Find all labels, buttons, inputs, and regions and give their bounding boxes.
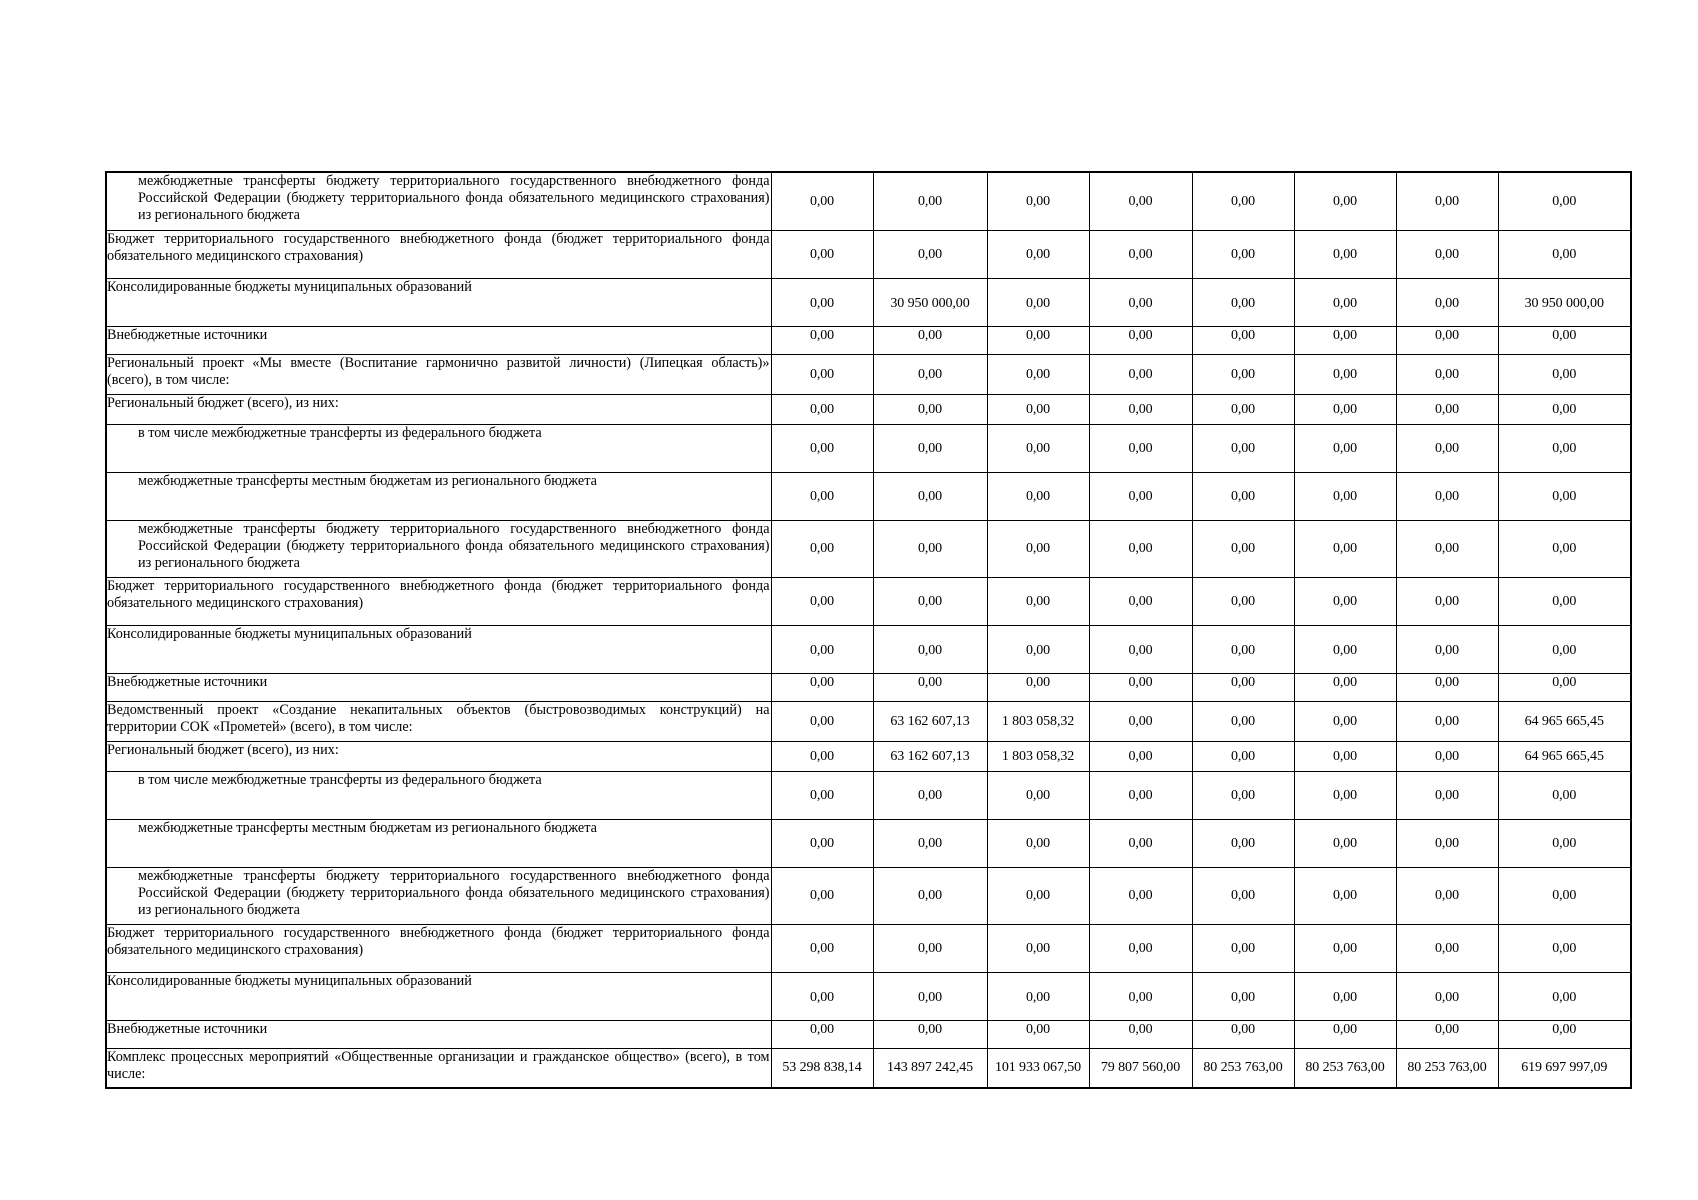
value-cell: 0,00 [1396,972,1498,1020]
value-cell: 0,00 [1396,701,1498,741]
value-cell: 619 697 997,09 [1498,1048,1631,1088]
table-row [106,354,1631,394]
value-cell: 0,00 [873,577,987,625]
value-cell: 0,00 [1089,972,1192,1020]
value-cell: 0,00 [1089,771,1192,819]
value-cell: 0,00 [771,625,873,673]
value-cell: 0,00 [1396,673,1498,701]
value-cell: 0,00 [1396,172,1498,230]
value-cell: 0,00 [1294,673,1396,701]
table-row [106,625,1631,673]
value-cell: 0,00 [1498,424,1631,472]
value-cell: 0,00 [1396,771,1498,819]
value-cell: 0,00 [1089,819,1192,867]
value-cell: 0,00 [1498,172,1631,230]
value-cell: 53 298 838,14 [771,1048,873,1088]
value-cell: 0,00 [1396,741,1498,771]
table-row [106,326,1631,354]
value-cell: 0,00 [1192,230,1294,278]
table-body [106,172,1631,1088]
value-cell: 101 933 067,50 [987,1048,1089,1088]
value-cell: 0,00 [873,673,987,701]
value-cell: 0,00 [1396,819,1498,867]
value-cell: 0,00 [1192,472,1294,520]
value-cell: 1 803 058,32 [987,741,1089,771]
table-row [106,1048,1631,1088]
value-cell: 0,00 [1192,701,1294,741]
value-cell: 0,00 [1192,972,1294,1020]
value-cell: 0,00 [1192,326,1294,354]
value-cell: 0,00 [1089,867,1192,924]
value-cell: 0,00 [1294,771,1396,819]
value-cell: 0,00 [873,972,987,1020]
value-cell: 0,00 [1396,326,1498,354]
value-cell: 0,00 [873,819,987,867]
value-cell: 0,00 [873,867,987,924]
value-cell: 64 965 665,45 [1498,701,1631,741]
value-cell: 63 162 607,13 [873,741,987,771]
table-row [106,424,1631,472]
value-cell: 80 253 763,00 [1396,1048,1498,1088]
value-cell: 0,00 [1294,819,1396,867]
value-cell: 0,00 [1498,819,1631,867]
value-cell: 0,00 [987,867,1089,924]
row-label: межбюджетные трансферты бюджету территориального государственного внебюджетного фонда Российской Федерации (бюджету территориального фонда обязательного медицинского страхования) из регионального бюджета [106,520,771,577]
value-cell: 0,00 [1396,1020,1498,1048]
table-row [106,867,1631,924]
table-row [106,520,1631,577]
value-cell: 0,00 [771,424,873,472]
value-cell: 0,00 [771,819,873,867]
value-cell: 0,00 [1192,278,1294,326]
table-row [106,172,1631,230]
value-cell: 0,00 [987,394,1089,424]
value-cell: 0,00 [987,924,1089,972]
table-row [106,577,1631,625]
table-row [106,741,1631,771]
row-label: межбюджетные трансферты местным бюджетам из регионального бюджета [106,472,771,520]
row-label: межбюджетные трансферты бюджету территориального государственного внебюджетного фонда Российской Федерации (бюджету территориального фонда обязательного медицинского страхования) из регионального бюджета [106,867,771,924]
row-label: в том числе межбюджетные трансферты из федерального бюджета [106,424,771,472]
value-cell: 0,00 [1089,625,1192,673]
value-cell: 0,00 [771,771,873,819]
value-cell: 0,00 [1396,278,1498,326]
value-cell: 0,00 [1089,472,1192,520]
value-cell: 0,00 [987,172,1089,230]
value-cell: 0,00 [771,394,873,424]
value-cell: 30 950 000,00 [1498,278,1631,326]
value-cell: 0,00 [873,472,987,520]
value-cell: 0,00 [1498,771,1631,819]
value-cell: 0,00 [771,172,873,230]
value-cell: 0,00 [771,1020,873,1048]
value-cell: 0,00 [1396,625,1498,673]
value-cell: 0,00 [873,354,987,394]
value-cell: 0,00 [873,230,987,278]
value-cell: 0,00 [771,326,873,354]
value-cell: 0,00 [1192,424,1294,472]
value-cell: 0,00 [1089,326,1192,354]
value-cell: 80 253 763,00 [1192,1048,1294,1088]
value-cell: 0,00 [1089,394,1192,424]
value-cell: 0,00 [1396,394,1498,424]
value-cell: 0,00 [1498,673,1631,701]
value-cell: 0,00 [771,520,873,577]
value-cell: 0,00 [1089,577,1192,625]
row-label: Бюджет территориального государственного внебюджетного фонда (бюджет территориального фонда обязательного медицинского страхования) [106,924,771,972]
value-cell: 79 807 560,00 [1089,1048,1192,1088]
value-cell: 0,00 [987,230,1089,278]
value-cell: 0,00 [1192,520,1294,577]
value-cell: 0,00 [771,354,873,394]
value-cell: 0,00 [1396,867,1498,924]
value-cell: 0,00 [1498,354,1631,394]
value-cell: 0,00 [771,673,873,701]
row-label: Ведомственный проект «Создание некапитальных объектов (быстровозводимых конструкций) на территории СОК «Прометей» (всего), в том числе: [106,701,771,741]
value-cell: 0,00 [1089,520,1192,577]
value-cell: 0,00 [987,278,1089,326]
value-cell: 0,00 [1294,354,1396,394]
value-cell: 0,00 [987,472,1089,520]
value-cell: 0,00 [1396,354,1498,394]
value-cell: 0,00 [1192,625,1294,673]
table-row [106,701,1631,741]
value-cell: 0,00 [1498,520,1631,577]
value-cell: 0,00 [873,771,987,819]
table-row [106,673,1631,701]
value-cell: 0,00 [1192,867,1294,924]
table-row [106,771,1631,819]
value-cell: 0,00 [1089,354,1192,394]
value-cell: 0,00 [1294,867,1396,924]
value-cell: 0,00 [1192,354,1294,394]
row-label: Внебюджетные источники [106,1020,771,1048]
value-cell: 0,00 [1294,577,1396,625]
value-cell: 0,00 [1294,924,1396,972]
row-label: Консолидированные бюджеты муниципальных образований [106,972,771,1020]
value-cell: 0,00 [1498,472,1631,520]
value-cell: 0,00 [987,354,1089,394]
value-cell: 0,00 [1294,172,1396,230]
value-cell: 0,00 [1396,472,1498,520]
value-cell: 0,00 [1294,520,1396,577]
table-row [106,924,1631,972]
value-cell: 0,00 [771,278,873,326]
value-cell: 0,00 [987,771,1089,819]
value-cell: 63 162 607,13 [873,701,987,741]
row-label: Внебюджетные источники [106,673,771,701]
table-row [106,394,1631,424]
value-cell: 0,00 [1294,972,1396,1020]
row-label: межбюджетные трансферты бюджету территориального государственного внебюджетного фонда Российской Федерации (бюджету территориального фонда обязательного медицинского страхования) из регионального бюджета [106,172,771,230]
value-cell: 0,00 [1294,326,1396,354]
value-cell: 0,00 [1192,741,1294,771]
value-cell: 64 965 665,45 [1498,741,1631,771]
value-cell: 0,00 [873,625,987,673]
table-row [106,472,1631,520]
row-label: Региональный бюджет (всего), из них: [106,741,771,771]
value-cell: 0,00 [1192,819,1294,867]
value-cell: 0,00 [1498,577,1631,625]
table-row [106,972,1631,1020]
value-cell: 0,00 [1498,1020,1631,1048]
value-cell: 0,00 [1294,701,1396,741]
value-cell: 0,00 [1192,771,1294,819]
table-row [106,230,1631,278]
value-cell: 0,00 [1498,924,1631,972]
value-cell: 0,00 [771,972,873,1020]
value-cell: 0,00 [987,577,1089,625]
value-cell: 0,00 [1294,472,1396,520]
value-cell: 0,00 [873,520,987,577]
value-cell: 0,00 [1294,741,1396,771]
value-cell: 0,00 [1089,673,1192,701]
value-cell: 0,00 [771,741,873,771]
value-cell: 0,00 [771,924,873,972]
value-cell: 0,00 [771,701,873,741]
value-cell: 0,00 [771,867,873,924]
value-cell: 0,00 [771,577,873,625]
table-row [106,1020,1631,1048]
value-cell: 0,00 [873,326,987,354]
value-cell: 0,00 [1089,701,1192,741]
value-cell: 0,00 [1192,924,1294,972]
table-row [106,819,1631,867]
value-cell: 0,00 [1294,230,1396,278]
row-label: в том числе межбюджетные трансферты из федерального бюджета [106,771,771,819]
value-cell: 0,00 [1498,625,1631,673]
value-cell: 80 253 763,00 [1294,1048,1396,1088]
row-label: Консолидированные бюджеты муниципальных образований [106,625,771,673]
value-cell: 0,00 [987,625,1089,673]
value-cell: 1 803 058,32 [987,701,1089,741]
value-cell: 0,00 [1089,924,1192,972]
value-cell: 0,00 [1396,230,1498,278]
value-cell: 0,00 [1192,577,1294,625]
value-cell: 0,00 [1294,278,1396,326]
value-cell: 0,00 [987,972,1089,1020]
row-label: Региональный бюджет (всего), из них: [106,394,771,424]
row-label: Бюджет территориального государственного внебюджетного фонда (бюджет территориального фонда обязательного медицинского страхования) [106,230,771,278]
value-cell: 30 950 000,00 [873,278,987,326]
budget-table [105,171,1632,1089]
value-cell: 0,00 [1089,424,1192,472]
value-cell: 0,00 [873,1020,987,1048]
value-cell: 0,00 [1396,520,1498,577]
row-label: Бюджет территориального государственного внебюджетного фонда (бюджет территориального фонда обязательного медицинского страхования) [106,577,771,625]
value-cell: 143 897 242,45 [873,1048,987,1088]
value-cell: 0,00 [1089,230,1192,278]
value-cell: 0,00 [1396,924,1498,972]
value-cell: 0,00 [1089,278,1192,326]
value-cell: 0,00 [771,230,873,278]
value-cell: 0,00 [1498,326,1631,354]
value-cell: 0,00 [1192,172,1294,230]
value-cell: 0,00 [1498,867,1631,924]
value-cell: 0,00 [1192,394,1294,424]
value-cell: 0,00 [1396,577,1498,625]
value-cell: 0,00 [1498,394,1631,424]
value-cell: 0,00 [1089,1020,1192,1048]
row-label: межбюджетные трансферты местным бюджетам из регионального бюджета [106,819,771,867]
row-label: Региональный проект «Мы вместе (Воспитание гармонично развитой личности) (Липецкая область)» (всего), в том числе: [106,354,771,394]
value-cell: 0,00 [987,326,1089,354]
value-cell: 0,00 [1498,972,1631,1020]
value-cell: 0,00 [1192,673,1294,701]
value-cell: 0,00 [1498,230,1631,278]
value-cell: 0,00 [873,172,987,230]
value-cell: 0,00 [987,673,1089,701]
value-cell: 0,00 [1294,424,1396,472]
table-row [106,278,1631,326]
value-cell: 0,00 [1396,424,1498,472]
row-label: Консолидированные бюджеты муниципальных образований [106,278,771,326]
value-cell: 0,00 [1192,1020,1294,1048]
value-cell: 0,00 [987,1020,1089,1048]
value-cell: 0,00 [873,424,987,472]
value-cell: 0,00 [1294,394,1396,424]
value-cell: 0,00 [771,472,873,520]
row-label: Внебюджетные источники [106,326,771,354]
value-cell: 0,00 [1294,625,1396,673]
value-cell: 0,00 [1294,1020,1396,1048]
value-cell: 0,00 [1089,172,1192,230]
value-cell: 0,00 [1089,741,1192,771]
value-cell: 0,00 [987,520,1089,577]
value-cell: 0,00 [873,394,987,424]
value-cell: 0,00 [873,924,987,972]
value-cell: 0,00 [987,424,1089,472]
row-label: Комплекс процессных мероприятий «Общественные организации и гражданское общество» (всего), в том числе: [106,1048,771,1088]
value-cell: 0,00 [987,819,1089,867]
